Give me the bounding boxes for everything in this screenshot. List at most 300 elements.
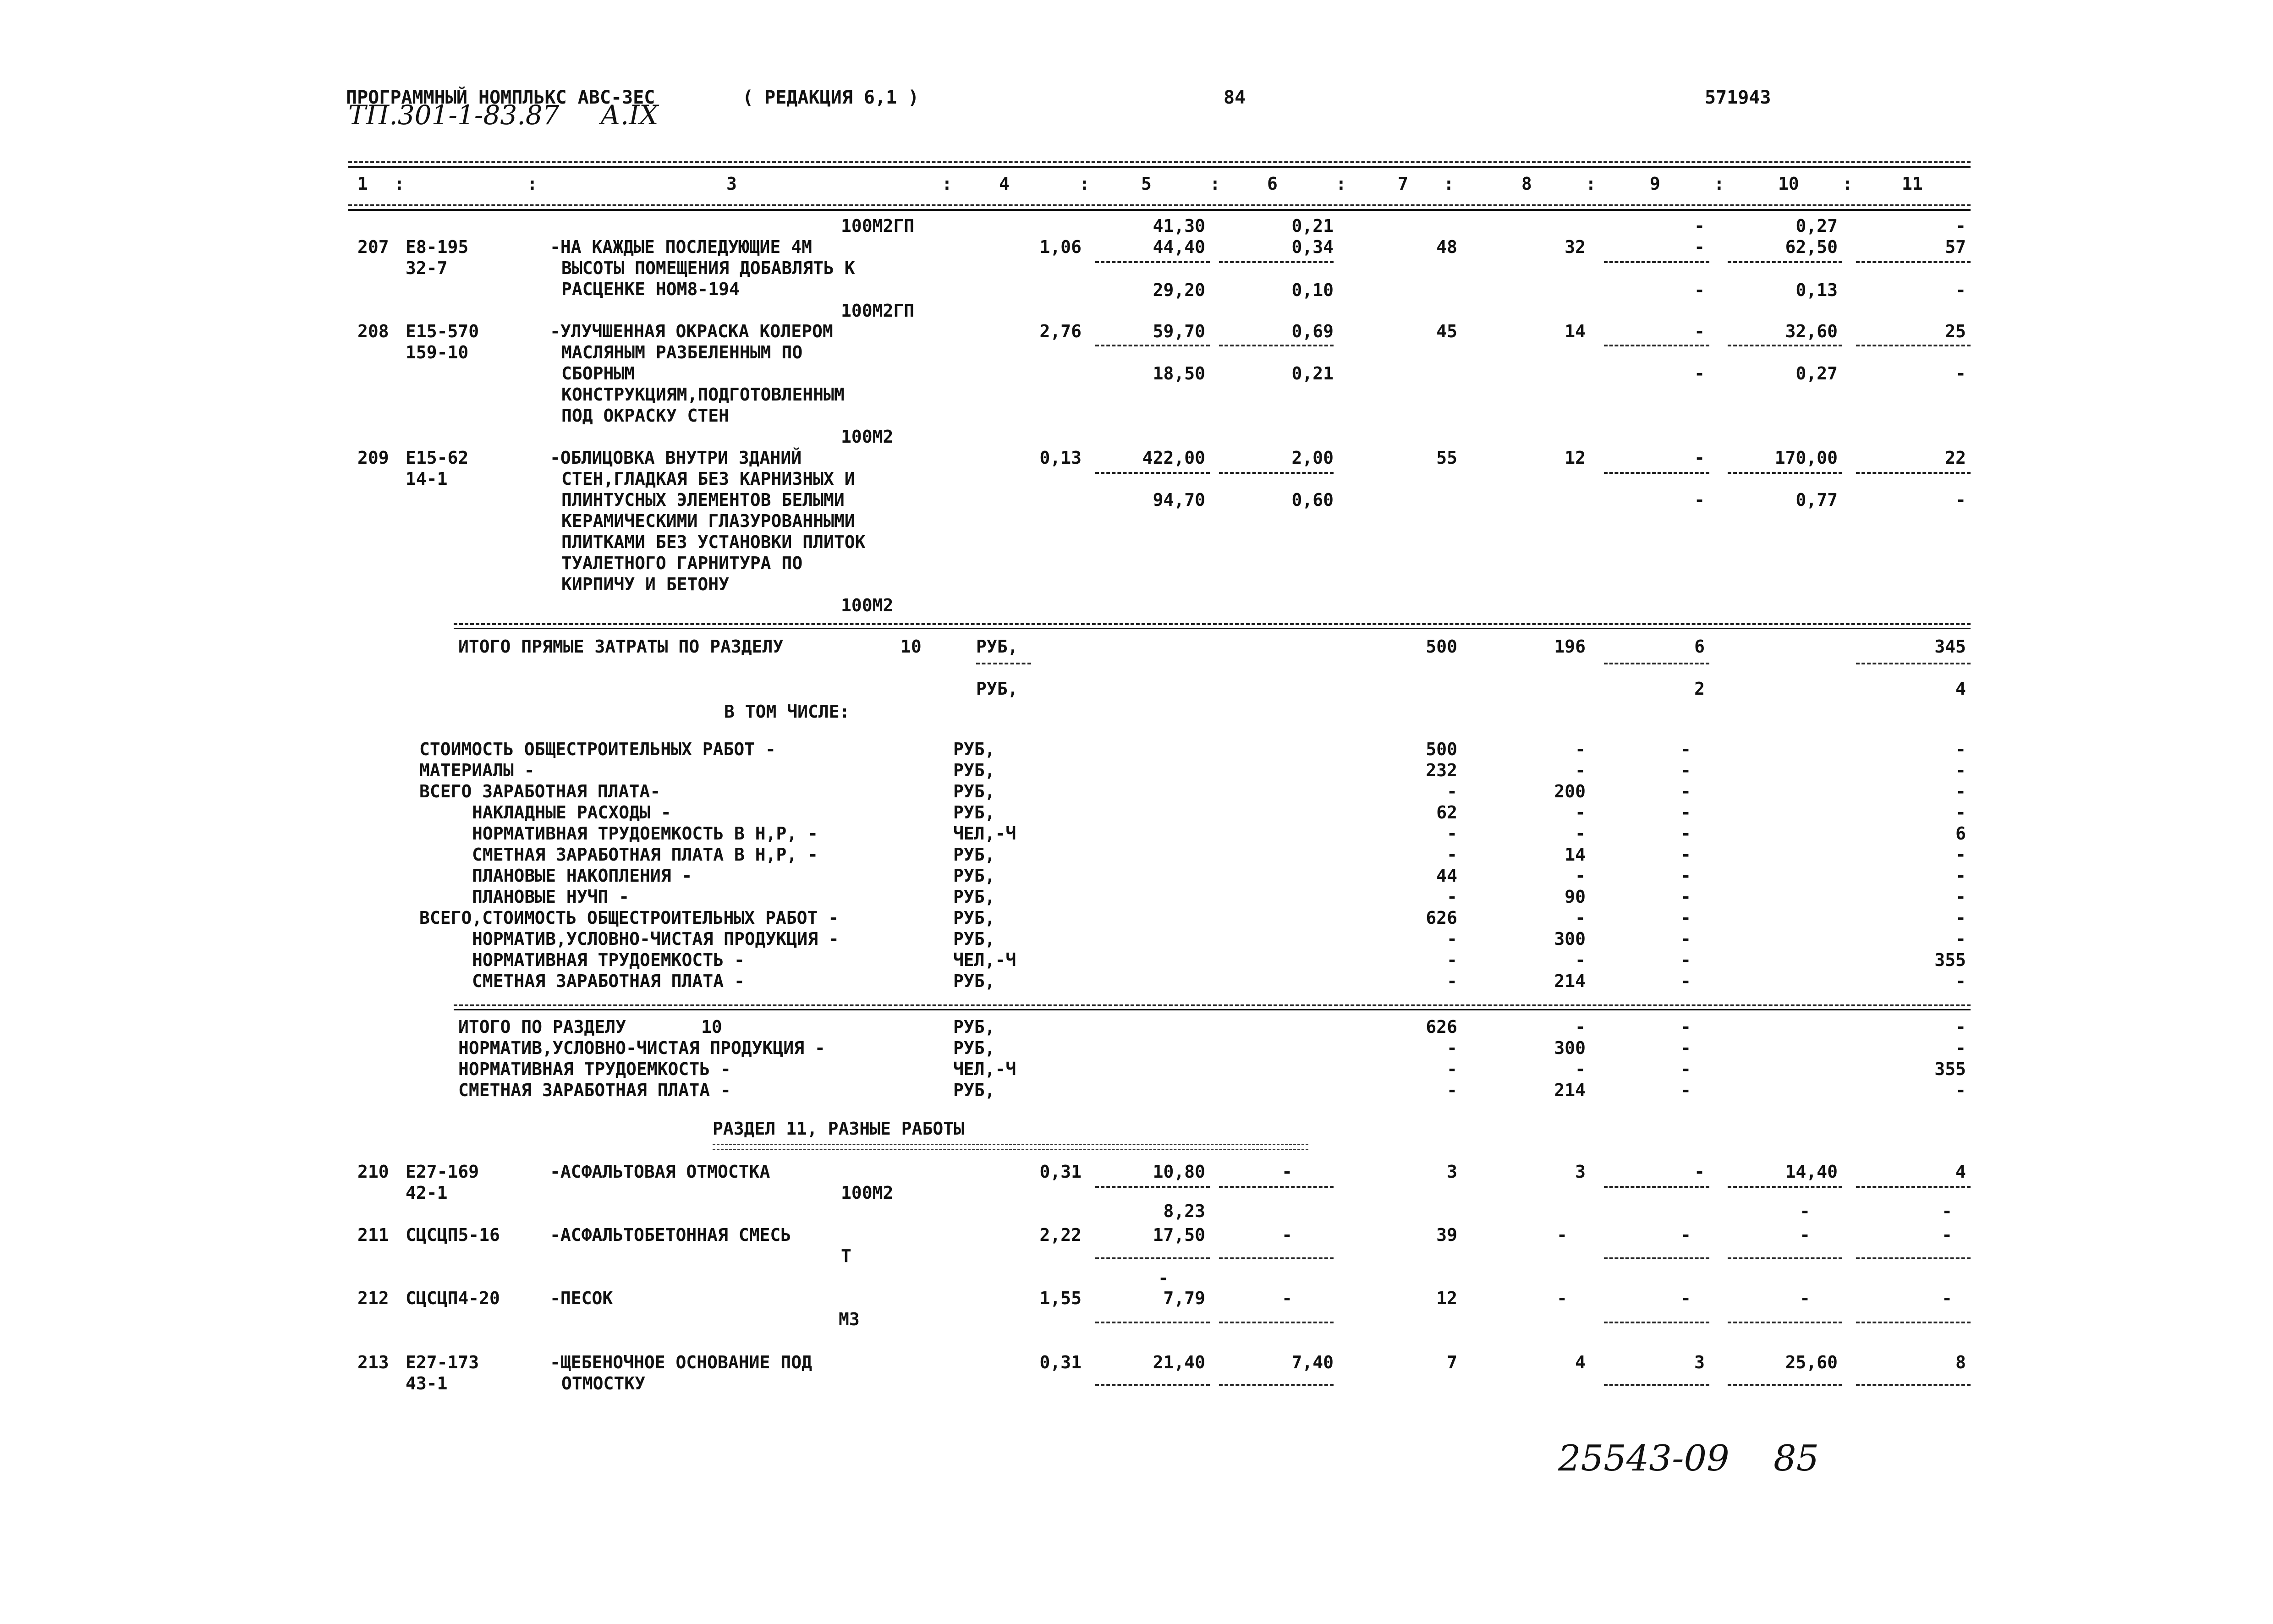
price-total: 44,40 xyxy=(1153,237,1205,257)
cell-rule xyxy=(1604,663,1709,664)
summary-label: ПЛАНОВЫЕ НУЧП - xyxy=(472,887,630,907)
summary-unit: РУБ, xyxy=(953,887,995,907)
summary-label: ИТОГО ПО РАЗДЕЛУ xyxy=(458,1017,626,1037)
row-number: 208 xyxy=(357,321,389,341)
col-sep: : xyxy=(1714,174,1724,194)
total-col-11: - xyxy=(1955,739,1966,759)
total-col-11: - xyxy=(1955,760,1966,780)
total-col-11: - xyxy=(1942,1225,1952,1245)
col-sep: : xyxy=(1210,174,1220,194)
price-total: 41,30 xyxy=(1153,216,1205,236)
summary-unit: ЧЕЛ,-Ч xyxy=(953,950,1016,970)
total-col-8: - xyxy=(1575,1059,1586,1079)
total-col-9: - xyxy=(1680,845,1691,865)
cell-rule xyxy=(1219,261,1334,263)
price-machine: 0,21 xyxy=(1291,216,1334,236)
summary-label: ПЛАНОВЫЕ НАКОПЛЕНИЯ - xyxy=(472,866,692,886)
summary-unit: РУБ, xyxy=(953,866,995,886)
col-sep: : xyxy=(942,174,952,194)
col-header-6: 6 xyxy=(1267,174,1278,194)
total-col-8: 14 xyxy=(1565,845,1586,865)
cell-rule xyxy=(1604,1322,1709,1323)
total-col-8: 12 xyxy=(1565,448,1586,468)
total-col-11: 4 xyxy=(1955,1162,1966,1182)
cell-rule xyxy=(1604,1257,1709,1259)
section-11-heading: РАЗДЕЛ 11, РАЗНЫЕ РАБОТЫ xyxy=(713,1119,965,1139)
cell-rule xyxy=(1856,1322,1971,1323)
total-col-9: - xyxy=(1694,321,1705,341)
row-description: МАСЛЯНЫМ РАЗБЕЛЕННЫМ ПО xyxy=(561,342,803,362)
table-header-rule xyxy=(348,204,1971,206)
price-total: - xyxy=(1158,1268,1169,1288)
total-col-9: - xyxy=(1680,1017,1691,1037)
row-description: -АСФАЛЬТОБЕТОННАЯ СМЕСЬ xyxy=(550,1225,791,1245)
col-header-4: 4 xyxy=(999,174,1010,194)
summary-unit: РУБ, xyxy=(953,781,995,801)
col-header-7: 7 xyxy=(1398,174,1408,194)
total-col-11: 4 xyxy=(1955,679,1966,699)
summary-label: ВСЕГО ЗАРАБОТНАЯ ПЛАТА- xyxy=(419,781,661,801)
total-col-9: - xyxy=(1680,929,1691,949)
total-col-8: 3 xyxy=(1575,1162,1586,1182)
total-col-11: - xyxy=(1955,929,1966,949)
total-col-11: 345 xyxy=(1934,636,1966,657)
archive-stamp: 25543-09 xyxy=(1558,1438,1729,1479)
col-sep: : xyxy=(1586,174,1596,194)
row-description: -ПЕСОК xyxy=(550,1288,613,1308)
total-col-10: 25,60 xyxy=(1785,1352,1838,1372)
total-col-7: - xyxy=(1447,1080,1457,1100)
row-number: 213 xyxy=(357,1352,389,1372)
row-unit: 100М2 xyxy=(841,1183,894,1203)
project-code: ТП.301-1-83.87 xyxy=(348,99,560,131)
col-sep: : xyxy=(1336,174,1346,194)
total-col-11: - xyxy=(1955,802,1966,823)
row-unit: М3 xyxy=(839,1309,860,1329)
total-col-9: - xyxy=(1680,866,1691,886)
section-11-underline xyxy=(713,1144,1308,1150)
cell-rule xyxy=(1604,1186,1709,1188)
total-col-7: - xyxy=(1447,971,1457,991)
cell-rule xyxy=(1219,472,1334,474)
row-description: СБОРНЫМ xyxy=(561,363,635,384)
total-col-9: - xyxy=(1680,887,1691,907)
cell-rule xyxy=(1095,1186,1210,1188)
price-machine: - xyxy=(1282,1162,1292,1182)
cell-rule xyxy=(1095,1384,1210,1386)
total-section-number: 10 xyxy=(900,636,922,657)
price-total: 7,79 xyxy=(1163,1288,1205,1308)
cell-rule xyxy=(1728,261,1842,263)
total-col-7: 48 xyxy=(1436,237,1457,257)
summary-label: МАТЕРИАЛЫ - xyxy=(419,760,535,780)
price-total: 17,50 xyxy=(1153,1225,1205,1245)
summary-label: СТОИМОСТЬ ОБЩЕСТРОИТЕЛЬНЫХ РАБОТ - xyxy=(419,739,776,759)
edition-label: ( РЕДАКЦИЯ 6,1 ) xyxy=(742,87,919,108)
summary-unit: РУБ, xyxy=(953,1017,995,1037)
total-col-8: 196 xyxy=(1554,636,1586,657)
total-col-8: - xyxy=(1575,760,1586,780)
cell-rule xyxy=(1219,345,1334,346)
total-col-7: 626 xyxy=(1426,908,1457,928)
total-col-7: - xyxy=(1447,823,1457,844)
cell-rule xyxy=(1856,472,1971,474)
table-header-rule-solid xyxy=(348,209,1971,211)
quantity: 1,06 xyxy=(1039,237,1082,257)
row-description: СТЕН,ГЛАДКАЯ БЕЗ КАРНИЗНЫХ И xyxy=(561,469,855,489)
total-col-11: - xyxy=(1955,280,1966,300)
total-col-8: - xyxy=(1575,823,1586,844)
price-machine: 0,34 xyxy=(1291,237,1334,257)
total-col-10: 0,27 xyxy=(1795,363,1838,384)
cell-rule xyxy=(1728,1186,1842,1188)
row-description: ПЛИНТУСНЫХ ЭЛЕМЕНТОВ БЕЛЫМИ xyxy=(561,490,845,510)
total-col-9: - xyxy=(1680,908,1691,928)
price-machine-wage: 0,21 xyxy=(1291,363,1334,384)
total-col-8: 14 xyxy=(1565,321,1586,341)
total-col-7: 12 xyxy=(1436,1288,1457,1308)
total-col-7: 39 xyxy=(1436,1225,1457,1245)
total-col-9: - xyxy=(1694,363,1705,384)
row-description: РАСЦЕНКЕ НОМ8-194 xyxy=(561,279,740,299)
price-machine: 0,69 xyxy=(1291,321,1334,341)
row-number: 211 xyxy=(357,1225,389,1245)
total-col-8: - xyxy=(1557,1225,1567,1245)
cell-rule xyxy=(1095,345,1210,346)
row-description: КИРПИЧУ И БЕТОНУ xyxy=(561,574,730,594)
total-col-8: - xyxy=(1575,739,1586,759)
cell-rule xyxy=(1219,1322,1334,1323)
row-description: ПОД ОКРАСКУ СТЕН xyxy=(561,406,730,426)
total-col-10: - xyxy=(1800,1201,1810,1221)
total-col-8: 90 xyxy=(1565,887,1586,907)
total-col-7: 232 xyxy=(1426,760,1457,780)
quantity: 0,31 xyxy=(1039,1352,1082,1372)
rate-code-secondary: 43-1 xyxy=(406,1373,448,1394)
cell-rule xyxy=(1219,1384,1334,1386)
total-unit: РУБ, xyxy=(976,636,1018,657)
summary-label: СМЕТНАЯ ЗАРАБОТНАЯ ПЛАТА - xyxy=(472,971,745,991)
total-col-7: 45 xyxy=(1436,321,1457,341)
total-col-8: - xyxy=(1557,1288,1567,1308)
cell-rule xyxy=(1728,1322,1842,1323)
document-code: 571943 xyxy=(1705,87,1771,108)
price-wage: 29,20 xyxy=(1153,280,1205,300)
cell-rule xyxy=(976,663,1031,664)
total-col-10: 0,13 xyxy=(1795,280,1838,300)
rate-code: Е15-62 xyxy=(406,448,469,468)
total-col-9: 2 xyxy=(1694,679,1705,699)
total-col-9: - xyxy=(1680,1225,1691,1245)
summary-unit: РУБ, xyxy=(953,1080,995,1100)
total-col-7: 55 xyxy=(1436,448,1457,468)
total-col-11: - xyxy=(1955,216,1966,236)
total-col-11: - xyxy=(1955,490,1966,510)
quantity: 1,55 xyxy=(1039,1288,1082,1308)
cell-rule xyxy=(1095,1257,1210,1259)
total-col-8: 214 xyxy=(1554,1080,1586,1100)
price-machine: 2,00 xyxy=(1291,448,1334,468)
rate-code: СЦСЦП5-16 xyxy=(406,1225,500,1245)
total-col-11: - xyxy=(1955,971,1966,991)
col-header-3: 3 xyxy=(726,174,737,194)
total-col-7: 500 xyxy=(1426,739,1457,759)
col-sep: : xyxy=(527,174,538,194)
total-col-9: - xyxy=(1680,802,1691,823)
total-col-9: - xyxy=(1680,781,1691,801)
album-code: А.IX xyxy=(600,99,659,131)
row-description: КЕРАМИЧЕСКИМИ ГЛАЗУРОВАННЫМИ xyxy=(561,511,855,531)
col-sep: : xyxy=(1444,174,1454,194)
total-col-8: 214 xyxy=(1554,971,1586,991)
rate-code: Е15-570 xyxy=(406,321,479,341)
cell-rule xyxy=(1728,1257,1842,1259)
total-rule-solid xyxy=(454,628,1971,629)
total-col-7: - xyxy=(1447,1059,1457,1079)
col-header-9: 9 xyxy=(1650,174,1660,194)
cell-rule xyxy=(1604,1384,1709,1386)
row-unit: 100М2 xyxy=(841,427,894,447)
total-col-9: - xyxy=(1680,739,1691,759)
price-machine: - xyxy=(1282,1288,1292,1308)
col-sep: : xyxy=(1842,174,1853,194)
total-col-11: 8 xyxy=(1955,1352,1966,1372)
including-heading: В ТОМ ЧИСЛЕ: xyxy=(724,702,850,722)
cell-rule xyxy=(1856,1186,1971,1188)
cell-rule xyxy=(1856,261,1971,263)
quantity: 2,22 xyxy=(1039,1225,1082,1245)
section-total-rule-solid xyxy=(454,1009,1971,1010)
summary-unit: РУБ, xyxy=(953,845,995,865)
rate-code: Е27-169 xyxy=(406,1162,479,1182)
total-col-11: 57 xyxy=(1945,237,1966,257)
row-unit: 100М2 xyxy=(841,595,894,615)
total-col-8: - xyxy=(1575,866,1586,886)
total-col-9: - xyxy=(1680,1059,1691,1079)
total-col-9: - xyxy=(1694,448,1705,468)
row-unit: 100М2ГП xyxy=(841,216,915,236)
table-top-rule-solid xyxy=(348,166,1971,168)
total-col-9: - xyxy=(1694,237,1705,257)
total-col-9: - xyxy=(1680,1080,1691,1100)
quantity: 0,31 xyxy=(1039,1162,1082,1182)
price-wage: 8,23 xyxy=(1163,1201,1205,1221)
price-total: 422,00 xyxy=(1142,448,1205,468)
total-label: ИТОГО ПРЯМЫЕ ЗАТРАТЫ ПО РАЗДЕЛУ xyxy=(458,636,784,657)
cell-rule xyxy=(1095,1322,1210,1323)
summary-label: НОРМАТИВНАЯ ТРУДОЕМКОСТЬ - xyxy=(472,950,745,970)
total-col-11: - xyxy=(1955,887,1966,907)
total-col-11: - xyxy=(1955,1080,1966,1100)
summary-label: СМЕТНАЯ ЗАРАБОТНАЯ ПЛАТА В Н,Р, - xyxy=(472,845,818,865)
total-col-9: - xyxy=(1694,216,1705,236)
cell-rule xyxy=(1728,472,1842,474)
row-description: -УЛУЧШЕННАЯ ОКРАСКА КОЛЕРОМ xyxy=(550,321,833,341)
row-description: -ЩЕБЕНОЧНОЕ ОСНОВАНИЕ ПОД xyxy=(550,1352,812,1372)
total-col-7: - xyxy=(1447,845,1457,865)
cell-rule xyxy=(1604,472,1709,474)
cell-rule xyxy=(1219,1186,1334,1188)
handwritten-page-number: 85 xyxy=(1773,1438,1819,1479)
page-number: 84 xyxy=(1224,87,1246,108)
total-col-8: - xyxy=(1575,802,1586,823)
col-header-1: 1 xyxy=(357,174,368,194)
total-col-11: 355 xyxy=(1934,1059,1966,1079)
row-unit: 100М2ГП xyxy=(841,301,915,321)
total-col-7: 44 xyxy=(1436,866,1457,886)
total-col-9: - xyxy=(1680,971,1691,991)
cell-rule xyxy=(1219,1257,1334,1259)
total-col-8: - xyxy=(1575,1017,1586,1037)
rate-code-secondary: 159-10 xyxy=(406,342,469,362)
total-col-7: - xyxy=(1447,929,1457,949)
summary-unit: РУБ, xyxy=(953,908,995,928)
total-col-8: 300 xyxy=(1554,929,1586,949)
price-total: 59,70 xyxy=(1153,321,1205,341)
total-col-11: 6 xyxy=(1955,823,1966,844)
total-col-9: - xyxy=(1694,490,1705,510)
cell-rule xyxy=(1728,345,1842,346)
row-number: 210 xyxy=(357,1162,389,1182)
section-total-rule xyxy=(454,1004,1971,1006)
total-col-11: - xyxy=(1942,1288,1952,1308)
col-header-8: 8 xyxy=(1521,174,1532,194)
summary-unit: РУБ, xyxy=(953,802,995,823)
row-description: КОНСТРУКЦИЯМ,ПОДГОТОВЛЕННЫМ xyxy=(561,384,845,405)
summary-unit: РУБ, xyxy=(953,760,995,780)
total-col-11: - xyxy=(1955,908,1966,928)
col-header-5: 5 xyxy=(1141,174,1152,194)
rate-code-secondary: 14-1 xyxy=(406,469,448,489)
total-col-11: 22 xyxy=(1945,448,1966,468)
total-col-7: 7 xyxy=(1447,1352,1457,1372)
total-col-8: - xyxy=(1575,908,1586,928)
total-col-7: - xyxy=(1447,781,1457,801)
total-col-10: - xyxy=(1800,1288,1810,1308)
rate-code-secondary: 32-7 xyxy=(406,258,448,278)
total-col-10: 170,00 xyxy=(1774,448,1838,468)
total-col-10: - xyxy=(1800,1225,1810,1245)
summary-label: НОРМАТИВНАЯ ТРУДОЕМКОСТЬ В Н,Р, - xyxy=(472,823,818,844)
total-col-9: 6 xyxy=(1694,636,1705,657)
price-machine: 7,40 xyxy=(1291,1352,1334,1372)
total-col-9: - xyxy=(1680,950,1691,970)
summary-label: ВСЕГО,СТОИМОСТЬ ОБЩЕСТРОИТЕЛЬНЫХ РАБОТ - xyxy=(419,908,839,928)
row-description: -ОБЛИЦОВКА ВНУТРИ ЗДАНИЙ xyxy=(550,448,802,468)
rate-code-secondary: 42-1 xyxy=(406,1183,448,1203)
col-sep: : xyxy=(1079,174,1090,194)
row-unit: Т xyxy=(841,1246,851,1266)
row-description: -НА КАЖДЫЕ ПОСЛЕДУЮЩИЕ 4М xyxy=(550,237,812,257)
total-col-8: 200 xyxy=(1554,781,1586,801)
summary-unit: ЧЕЛ,-Ч xyxy=(953,1059,1016,1079)
summary-unit: РУБ, xyxy=(953,929,995,949)
total-col-8: 4 xyxy=(1575,1352,1586,1372)
row-number: 209 xyxy=(357,448,389,468)
rate-code: Е27-173 xyxy=(406,1352,479,1372)
rate-code: СЦСЦП4-20 xyxy=(406,1288,500,1308)
summary-label: СМЕТНАЯ ЗАРАБОТНАЯ ПЛАТА - xyxy=(458,1080,731,1100)
program-title: ПРОГРАММНЫЙ НОМПЛЬКС АВС-3ЕС xyxy=(346,87,655,108)
rate-code: Е8-195 xyxy=(406,237,469,257)
total-col-7: 3 xyxy=(1447,1162,1457,1182)
col-header-10: 10 xyxy=(1778,174,1799,194)
cell-rule xyxy=(1856,663,1971,664)
row-description: ОТМОСТКУ xyxy=(561,1373,646,1394)
summary-unit: РУБ, xyxy=(953,971,995,991)
col-header-11: 11 xyxy=(1902,174,1923,194)
total-col-8: - xyxy=(1575,950,1586,970)
price-machine-wage: 0,60 xyxy=(1291,490,1334,510)
summary-unit: ЧЕЛ,-Ч xyxy=(953,823,1016,844)
cell-rule xyxy=(1856,345,1971,346)
col-sep: : xyxy=(394,174,405,194)
summary-label: НАКЛАДНЫЕ РАСХОДЫ - xyxy=(472,802,671,823)
table-top-rule xyxy=(348,161,1971,163)
total-col-11: - xyxy=(1955,363,1966,384)
cell-rule xyxy=(1604,345,1709,346)
total-col-9: - xyxy=(1680,1038,1691,1058)
total-col-10: 14,40 xyxy=(1785,1162,1838,1182)
row-description: ПЛИТКАМИ БЕЗ УСТАНОВКИ ПЛИТОК xyxy=(561,532,866,552)
total-col-10: 0,77 xyxy=(1795,490,1838,510)
total-col-7: 626 xyxy=(1426,1017,1457,1037)
cell-rule xyxy=(1728,1384,1842,1386)
summary-label: НОРМАТИВНАЯ ТРУДОЕМКОСТЬ - xyxy=(458,1059,731,1079)
summary-unit: РУБ, xyxy=(953,739,995,759)
total-col-9: - xyxy=(1680,760,1691,780)
price-machine: - xyxy=(1282,1225,1292,1245)
cell-rule xyxy=(1095,261,1210,263)
total-unit: РУБ, xyxy=(976,679,1018,699)
row-number: 212 xyxy=(357,1288,389,1308)
cell-rule xyxy=(1095,472,1210,474)
total-col-11: - xyxy=(1942,1201,1952,1221)
summary-label: НОРМАТИВ,УСЛОВНО-ЧИСТАЯ ПРОДУКЦИЯ - xyxy=(472,929,839,949)
total-col-7: 62 xyxy=(1436,802,1457,823)
cell-rule xyxy=(1856,1384,1971,1386)
total-col-9: - xyxy=(1694,280,1705,300)
total-col-11: - xyxy=(1955,781,1966,801)
quantity: 2,76 xyxy=(1039,321,1082,341)
row-description: -АСФАЛЬТОВАЯ ОТМОСТКА xyxy=(550,1162,770,1182)
row-description: ТУАЛЕТНОГО ГАРНИТУРА ПО xyxy=(561,553,803,573)
row-description: ВЫСОТЫ ПОМЕЩЕНИЯ ДОБАВЛЯТЬ К xyxy=(561,258,855,278)
total-col-10: 62,50 xyxy=(1785,237,1838,257)
total-col-7: 500 xyxy=(1426,636,1457,657)
total-col-11: 355 xyxy=(1934,950,1966,970)
total-col-9: - xyxy=(1694,1162,1705,1182)
total-col-11: - xyxy=(1955,1038,1966,1058)
total-col-11: 25 xyxy=(1945,321,1966,341)
cell-rule xyxy=(1856,1257,1971,1259)
price-wage: 94,70 xyxy=(1153,490,1205,510)
summary-label: НОРМАТИВ,УСЛОВНО-ЧИСТАЯ ПРОДУКЦИЯ - xyxy=(458,1038,825,1058)
total-rule xyxy=(454,623,1971,625)
cell-rule xyxy=(1604,261,1709,263)
total-col-11: - xyxy=(1955,1017,1966,1037)
total-col-10: 0,27 xyxy=(1795,216,1838,236)
row-number: 207 xyxy=(357,237,389,257)
price-total: 21,40 xyxy=(1153,1352,1205,1372)
price-machine-wage: 0,10 xyxy=(1291,280,1334,300)
total-col-8: 32 xyxy=(1565,237,1586,257)
total-col-11: - xyxy=(1955,866,1966,886)
summary-section-number: 10 xyxy=(701,1017,722,1037)
price-total: 10,80 xyxy=(1153,1162,1205,1182)
total-col-7: - xyxy=(1447,1038,1457,1058)
total-col-9: 3 xyxy=(1694,1352,1705,1372)
